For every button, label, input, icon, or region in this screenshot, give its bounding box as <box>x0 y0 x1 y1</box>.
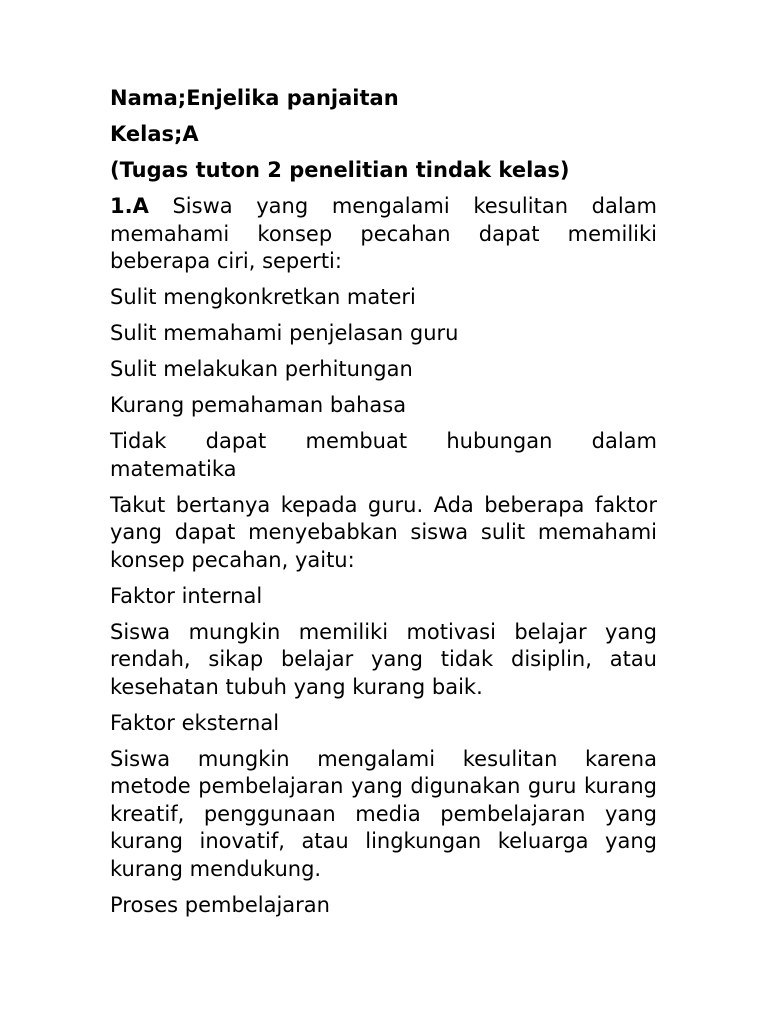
trait-item: Tidak dapat membuat hubungan dalam matematika <box>110 429 657 481</box>
question-number: 1.A <box>110 194 149 218</box>
internal-factor-text: Siswa mungkin memiliki motivasi belajar yang rendah, sikap belajar yang tidak disiplin, atau kesehatan tubuh yang kurang baik. <box>110 619 657 699</box>
external-factor-heading: Faktor eksternal <box>110 710 280 735</box>
question-intro-text: Siswa yang mengalami kesulitan dalam memahami konsep pecahan dapat memiliki beberapa ciri, seperti: <box>110 194 657 273</box>
trait-item: Sulit mengkonkretkan materi <box>110 285 416 309</box>
learning-process-heading: Proses pembelajaran <box>110 892 330 917</box>
question-1a-paragraph <box>110 193 657 276</box>
trait-item: Kurang pemahaman bahasa <box>110 393 407 417</box>
trait-item: Takut bertanya kepada guru. Ada beberapa faktor yang dapat menyebabkan siswa sulit memahami konsep pecahan, yaitu: <box>110 492 657 572</box>
internal-factor-heading: Faktor internal <box>110 583 263 608</box>
trait-item: Sulit memahami penjelasan guru <box>110 321 459 345</box>
class-line: Kelas;A <box>110 122 199 146</box>
task-title-line: (Tugas tuton 2 penelitian tindak kelas) <box>110 158 570 182</box>
student-name-line: Nama;Enjelika panjaitan <box>110 86 399 110</box>
external-factor-text: Siswa mungkin mengalami kesulitan karena metode pembelajaran yang digunakan guru kurang kreatif, penggunaan media pembelajaran yang kurang inovatif, atau lingkungan keluarga yang kurang mendukung. <box>110 746 657 881</box>
trait-item: Sulit melakukan perhitungan <box>110 357 413 381</box>
